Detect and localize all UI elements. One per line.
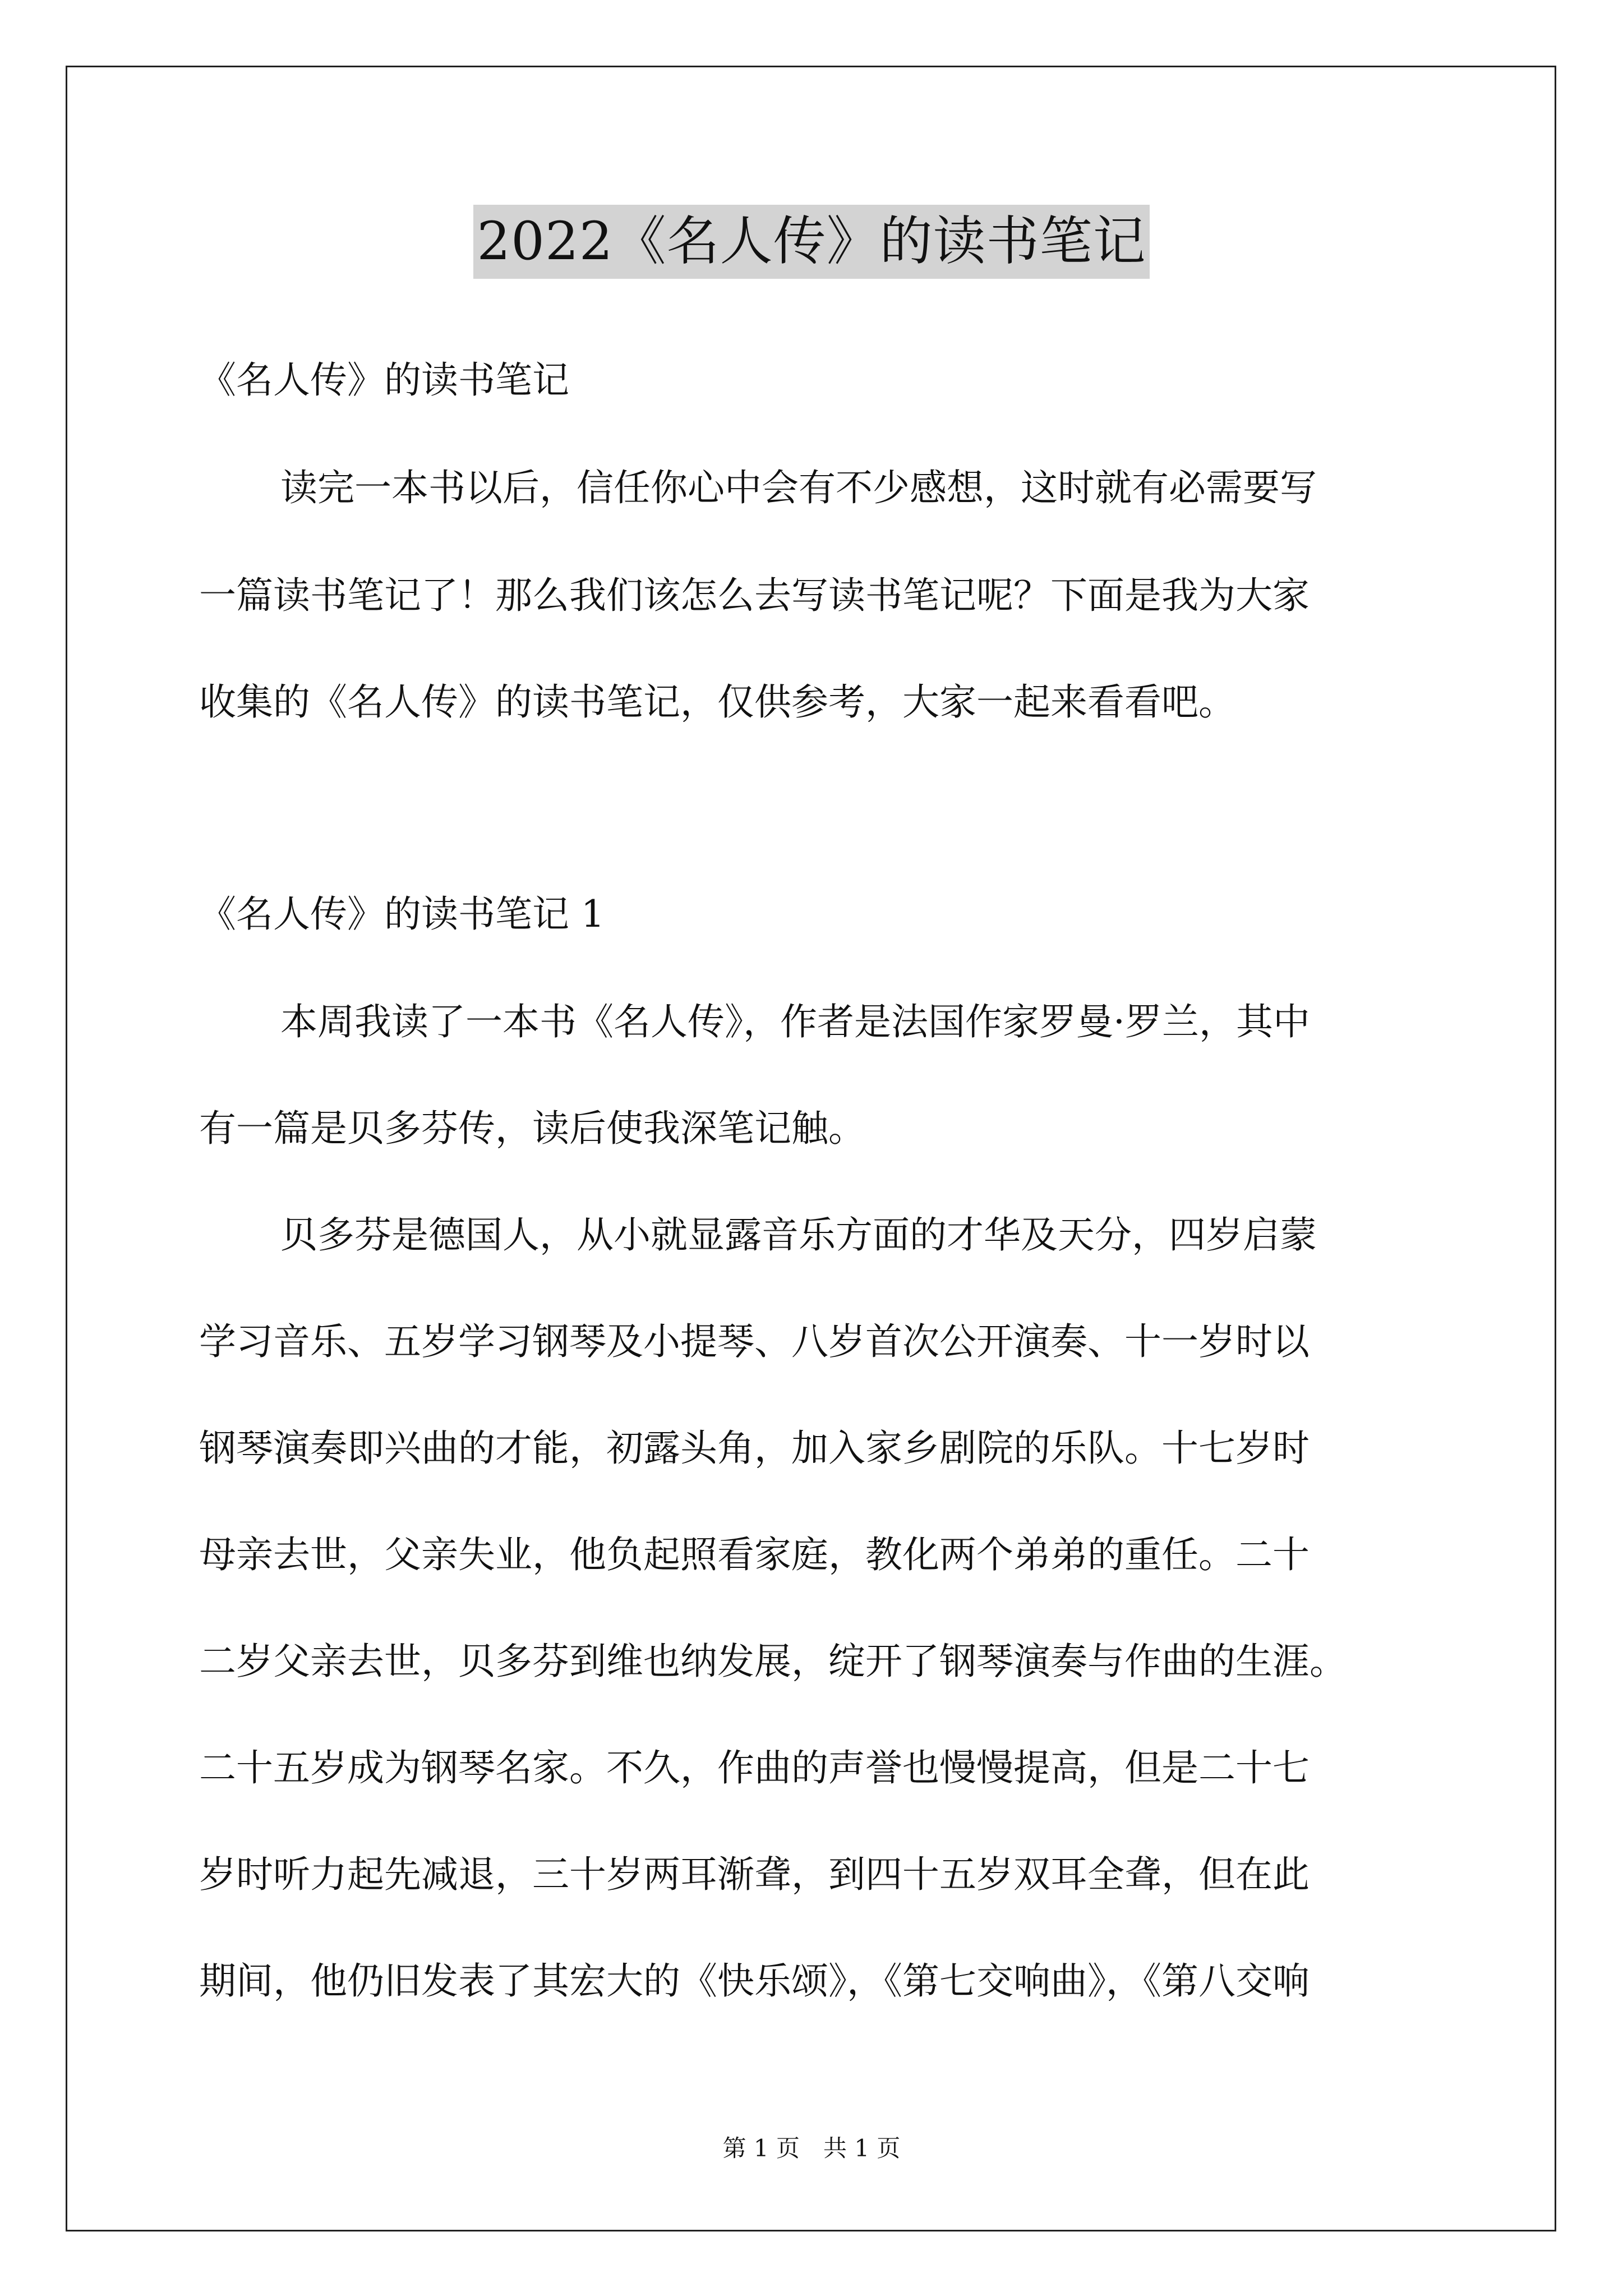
page-footer: 第 1 页 共 1 页 — [722, 2134, 901, 2162]
paragraph-line: 读完一本书以后，信任你心中会有不少感想，这时就有必需要写 — [280, 466, 1317, 509]
document-title: 2022《名人传》的读书笔记 — [473, 205, 1149, 279]
paragraph-line: 收集的《名人传》的读书笔记，仅供参考，大家一起来看看吧。 — [199, 680, 1235, 724]
paragraph-line: 二十五岁成为钢琴名家。不久，作曲的声誉也慢慢提高，但是二十七 — [199, 1746, 1310, 1789]
title-wrapper — [0, 205, 1623, 279]
paragraph-line: 学习音乐、五岁学习钢琴及小提琴、八岁首次公开演奏、十一岁时以 — [199, 1320, 1310, 1363]
paragraph-line: 有一篇是贝多芬传，读后使我深笔记触。 — [199, 1107, 865, 1150]
paragraph-line: 钢琴演奏即兴曲的才能，初露头角，加入家乡剧院的乐队。十七岁时 — [199, 1427, 1310, 1470]
paragraph-line: 期间，他仍旧发表了其宏大的《快乐颂》，《第七交响曲》，《第八交响 — [199, 1959, 1310, 2003]
paragraph-line: 贝多芬是德国人，从小就显露音乐方面的才华及天分，四岁启蒙 — [280, 1213, 1317, 1257]
section-heading-1: 《名人传》的读书笔记 1 — [199, 892, 605, 936]
paragraph-line: 二岁父亲去世，贝多芬到维也纳发展，绽开了钢琴演奏与作曲的生涯。 — [199, 1640, 1347, 1683]
paragraph-line: 本周我读了一本书《名人传》，作者是法国作家罗曼·罗兰，其中 — [280, 1000, 1310, 1043]
paragraph-line: 岁时听力起先减退，三十岁两耳渐聋，到四十五岁双耳全聋，但在此 — [199, 1853, 1310, 1896]
paragraph-line: 一篇读书笔记了！那么我们该怎么去写读书笔记呢？下面是我为大家 — [199, 574, 1310, 617]
section-heading: 《名人传》的读书笔记 — [199, 358, 569, 402]
paragraph-line: 母亲去世，父亲失业，他负起照看家庭，教化两个弟弟的重任。二十 — [199, 1533, 1310, 1576]
